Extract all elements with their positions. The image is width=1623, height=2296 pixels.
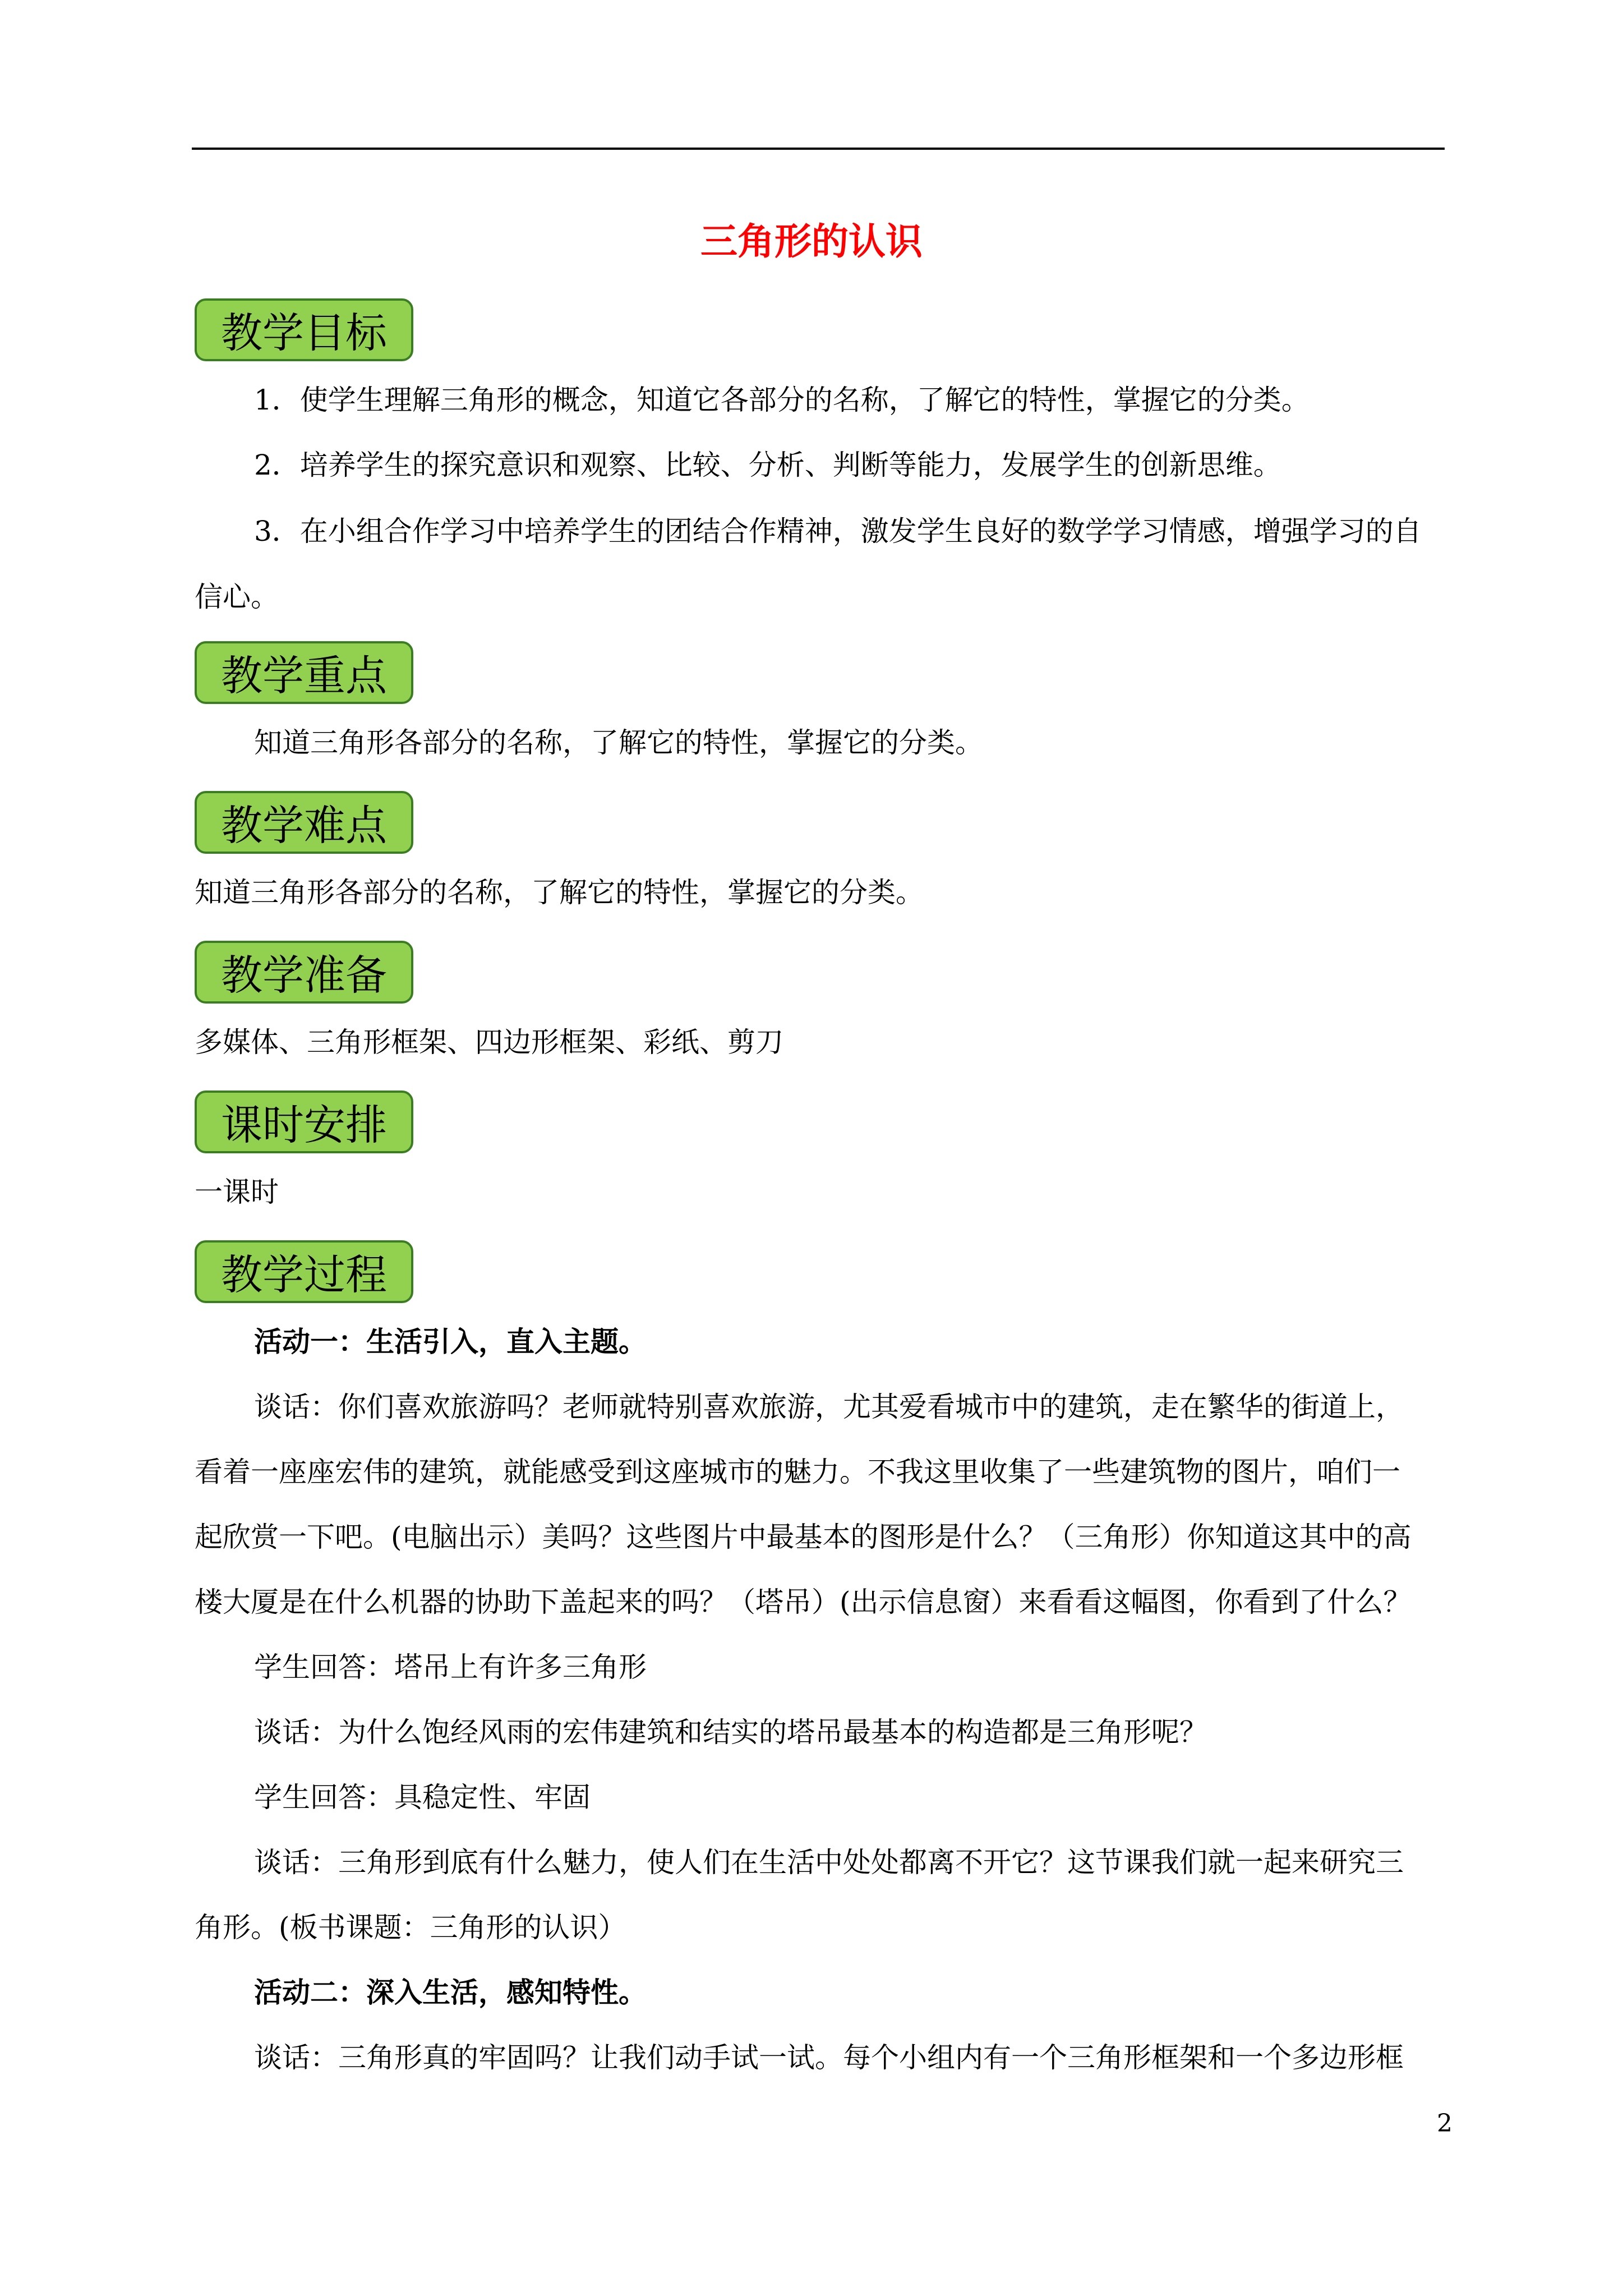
section-heading-difficulties: 教学难点 xyxy=(195,791,413,854)
talk-3-line-1: 谈话：三角形到底有什么魅力，使人们在生活中处处都离不开它？这节课我们就一起来研究三 xyxy=(254,1846,1404,1879)
page-number: 2 xyxy=(1437,2109,1453,2138)
answer-2: 学生回答：具稳定性、牢固 xyxy=(254,1781,591,1814)
talk-1-line-3: 起欣赏一下吧。(电脑出示）美吗？这些图片中最基本的图形是什么？（三角形）你知道这其中的高 xyxy=(195,1521,1412,1553)
activity-1-title: 活动一：生活引入，直入主题。 xyxy=(254,1325,647,1358)
talk-4: 谈话：三角形真的牢固吗？让我们动手试一试。每个小组内有一个三角形框架和一个多边形框 xyxy=(254,2041,1404,2074)
header-rule xyxy=(192,148,1445,150)
answer-1: 学生回答：塔吊上有许多三角形 xyxy=(254,1651,647,1683)
objective-item-2: 2．培养学生的探究意识和观察、比较、分析、判断等能力，发展学生的创新思维。 xyxy=(254,449,1281,481)
preparation-text: 多媒体、三角形框架、四边形框架、彩纸、剪刀 xyxy=(195,1026,783,1059)
section-heading-process: 教学过程 xyxy=(195,1240,413,1303)
activity-2-title: 活动二：深入生活，感知特性。 xyxy=(254,1976,647,2009)
talk-1-line-1: 谈话：你们喜欢旅游吗？老师就特别喜欢旅游，尤其爱看城市中的建筑，走在繁华的街道上， xyxy=(254,1391,1404,1423)
objective-item-1: 1．使学生理解三角形的概念，知道它各部分的名称，了解它的特性，掌握它的分类。 xyxy=(254,384,1310,416)
key-points-text: 知道三角形各部分的名称，了解它的特性，掌握它的分类。 xyxy=(254,726,983,759)
objective-item-3: 3．在小组合作学习中培养学生的团结合作精神，激发学生良好的数学学习情感，增强学习的自 xyxy=(254,515,1422,547)
section-heading-schedule: 课时安排 xyxy=(195,1091,413,1153)
schedule-text: 一课时 xyxy=(195,1176,279,1208)
document-title: 三角形的认识 xyxy=(700,219,923,263)
section-heading-preparation: 教学准备 xyxy=(195,941,413,1004)
section-heading-objectives: 教学目标 xyxy=(195,298,413,361)
objective-item-3-cont: 信心。 xyxy=(195,581,279,613)
section-heading-key-points: 教学重点 xyxy=(195,641,413,704)
talk-1-line-4: 楼大厦是在什么机器的协助下盖起来的吗？（塔吊）(出示信息窗）来看看这幅图，你看到了什么？ xyxy=(195,1586,1412,1618)
talk-2: 谈话：为什么饱经风雨的宏伟建筑和结实的塔吊最基本的构造都是三角形呢？ xyxy=(254,1716,1207,1749)
talk-3-line-2: 角形。(板书课题：三角形的认识） xyxy=(195,1911,626,1944)
talk-1-line-2: 看着一座座宏伟的建筑，就能感受到这座城市的魅力。不我这里收集了一些建筑物的图片，咱们一 xyxy=(195,1456,1400,1488)
difficulties-text: 知道三角形各部分的名称，了解它的特性，掌握它的分类。 xyxy=(195,876,924,909)
